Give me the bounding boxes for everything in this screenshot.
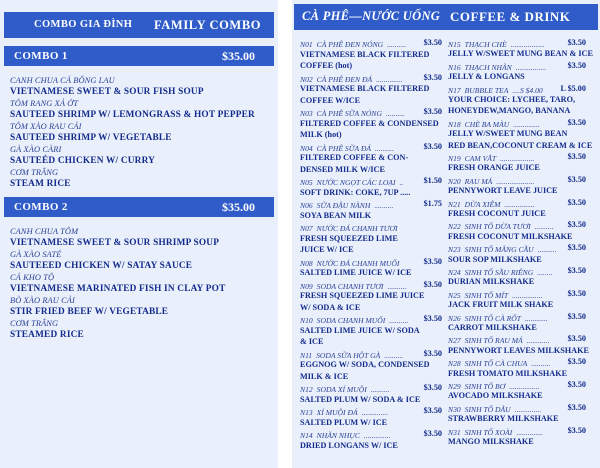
drink-item-price: $3.50 (567, 220, 586, 230)
drink-item-en: MANGO MILKSHAKE (448, 437, 534, 446)
drink-item-vi: SINH TỐ DÂU (464, 404, 511, 414)
drink-item-price: $1.50 (423, 176, 442, 185)
drink-item-row (448, 312, 586, 324)
drink-item-row (448, 357, 586, 369)
drink-item-vi: SINH TỐ MÃNG CẦU (464, 245, 534, 255)
drink-item-price: $3.50 (567, 117, 586, 127)
drink-item-price: $1.75 (423, 199, 442, 208)
drink-item-vi: SODA CHANH MUỐI (316, 316, 386, 325)
drink-item-vi: XÍ MUỘI ĐÁ (316, 408, 358, 417)
drink-item-leader: ................ (515, 62, 547, 72)
combo-price: $35.00 (222, 49, 255, 63)
drink-item-vi: NHÃN NHỤC (316, 431, 360, 440)
drink-item-en: SOYA BEAN MILK (300, 210, 372, 220)
drink-item-en: SALTED LIME JUICE W/ ICE (300, 268, 412, 277)
drink-item-row (448, 220, 586, 232)
drink-item-price: $3.50 (423, 429, 442, 438)
drink-item-price: $3.50 (423, 141, 442, 151)
combo-item-vi: TÔM RANG XẢ ỚT (10, 99, 79, 108)
coffee-drink-header (294, 4, 598, 30)
drink-item-vi: SINH TỐ SẦU RIÊNG (464, 268, 534, 277)
drink-item-en: JELLY & LONGANS (448, 72, 525, 82)
drink-item-row (300, 383, 442, 395)
combo-item-vi: BÒ XÀO RAU CẢI (10, 296, 75, 305)
drink-item-leader: .......... (387, 40, 407, 49)
drink-item-number: N26 (448, 313, 461, 323)
drink-item-leader: .......... (387, 281, 407, 291)
drink-item-en: DRIED LONGANS W/ ICE (300, 440, 398, 450)
combo-item-en: STEAMED RICE (10, 329, 84, 340)
drink-item-price: $3.50 (567, 288, 586, 298)
drink-item-number: N05 (300, 178, 313, 187)
drink-item-vi: SINH TỐ BƠ (464, 382, 506, 391)
drink-item-en: SALTED LIME JUICE W/ SODA (300, 325, 420, 335)
combo-item-vi: CANH CHUA CÁ BÔNG LAU (10, 76, 115, 85)
drink-item-en: SOFT DRINK: COKE, 7UP ..... (300, 187, 411, 197)
drink-item-number: N23 (448, 245, 461, 255)
drink-item-price: $3.50 (423, 72, 442, 82)
drink-item-leader: .................. (510, 40, 545, 49)
drink-item-number: N21 (448, 199, 461, 209)
drink-item-en: JUICE W/ ICE (300, 245, 354, 254)
drink-item-row (448, 198, 586, 210)
drink-item-row (300, 222, 442, 234)
drink-item-en: & ICE (300, 337, 324, 346)
drink-item-row (448, 334, 586, 346)
drink-item-price: $3.50 (567, 266, 586, 275)
drink-item-price: $3.50 (423, 383, 442, 392)
drink-item-vi: SODA SỮA HỘT GÀ (316, 350, 381, 360)
drink-item-en: DURIAN MILKSHAKE (448, 277, 535, 287)
drink-item-row (448, 118, 586, 130)
drink-item-en: YOUR CHOICE: LYCHEE, TARO, (448, 95, 575, 104)
coffee-drink-vi-title: CÀ PHÊ—NƯỚC UỐNG (302, 9, 441, 23)
drink-item-price: $3.50 (567, 357, 586, 367)
combo-header (4, 197, 274, 217)
drink-item-row (300, 314, 442, 326)
drink-item-en: W/ SODA & ICE (300, 302, 361, 312)
drink-item-en: FILTERED COFFEE & CON- (300, 153, 409, 162)
drink-item-price: $3.50 (423, 348, 442, 358)
drink-item-number: N29 (448, 382, 461, 391)
family-combo-en-title: FAMILY COMBO (154, 18, 262, 32)
drink-item-en: COFFEE (hot) (300, 61, 353, 70)
drink-item-en: HONEYDEW,MANGO, BANANA (448, 106, 571, 116)
drink-item-number: N09 (300, 281, 313, 291)
drink-item-en: VIETNAMESE BLACK FILTERED (300, 49, 430, 59)
drink-item-en: CARROT MILKSHAKE (448, 323, 537, 332)
drink-item-leader: .................... (496, 176, 535, 186)
drink-item-vi: SODA CHANH TƯƠI (316, 281, 384, 291)
drink-item-leader: .......... (534, 222, 554, 232)
drink-item-vi: CAM VẮT (464, 154, 497, 163)
coffee-drink-panel (292, 0, 600, 468)
drink-item-en: AVOCADO MILKSHAKE (448, 391, 543, 401)
drink-item-en: FRESH SQUEEZED LIME JUICE (300, 291, 425, 300)
drink-item-number: N11 (300, 350, 313, 360)
drink-item-vi: RAU MÁ (464, 176, 493, 186)
drink-item-price: $3.50 (567, 38, 586, 47)
drink-item-leader: ................ (504, 199, 535, 209)
drink-item-number: N15 (448, 40, 461, 49)
drink-item-row (300, 176, 442, 188)
drink-item-vi: NƯỚC ĐÁ CHANH TƯƠI (316, 224, 398, 233)
drink-item-vi: BUBBLE TEA (464, 85, 509, 95)
combo-item-en: SAUTEED SHRIMP W/ VEGETABLE (10, 132, 172, 143)
drink-item-row (300, 73, 442, 85)
combo-item-vi: CƠM TRẮNG (10, 319, 59, 328)
drink-item-en: RED BEAN,COCONUT CREAM & ICE (448, 140, 593, 150)
combo-item-vi: CANH CHUA TÔM (10, 227, 79, 236)
drink-item-price: $3.50 (423, 279, 442, 289)
drink-item-number: N12 (300, 385, 313, 394)
combo-item-vi: CƠM TRẮNG (10, 168, 59, 177)
drink-item-vi: DỪA XIÊM (464, 199, 501, 209)
drink-item-row (448, 243, 586, 255)
drink-item-leader: .............. (513, 119, 540, 129)
drink-item-leader: .............. (514, 404, 542, 414)
drink-item-vi: SINH TỐ RAU MÁ (464, 336, 523, 346)
drink-item-leader: .. (399, 178, 404, 187)
drink-item-number: N02 (300, 74, 313, 84)
drink-item-number: N22 (448, 222, 461, 232)
drink-item-vi: CÀ PHÊ SỮA ĐÁ (316, 143, 371, 153)
drink-item-en: JELLY W/SWEET MUNG BEAN (448, 129, 568, 139)
drink-item-row (300, 406, 442, 418)
drink-item-leader: ........ (537, 268, 553, 277)
drink-item-row (300, 280, 442, 292)
drink-item-row (448, 380, 586, 392)
drink-item-number: N07 (300, 224, 313, 233)
drink-item-vi: THẠCH NHÃN (464, 62, 512, 72)
drink-item-row (448, 152, 586, 164)
drink-item-vi: THẠCH CHÈ (464, 40, 507, 49)
drink-item-leader: .............. (376, 74, 403, 84)
drink-item-price: $3.50 (567, 425, 586, 435)
drink-item-leader: .............. (361, 408, 389, 417)
drink-item-number: N24 (448, 268, 461, 277)
combo-item-vi: CÁ KHO TỘ (10, 273, 55, 282)
drink-item-vi: CÀ PHÊ ĐEN ĐÁ (316, 74, 373, 84)
drink-item-en: MILK & ICE (300, 371, 349, 381)
drink-item-price: $3.50 (567, 402, 586, 412)
drink-item-vi: SINH TỐ CÀ RỐT (464, 313, 521, 323)
family-combo-header (4, 12, 274, 38)
drink-item-number: N25 (448, 290, 461, 300)
drink-item-price: $3.50 (423, 256, 442, 266)
combo-item-vi: TÔM XÀO RAU CẢI (10, 122, 82, 131)
drink-item-en: FILTERED COFFEE & CONDENSED (300, 118, 439, 128)
combo-item-en: SAUTEÉD CHICKEN W/ CURRY (10, 155, 156, 166)
family-combo-panel (0, 0, 278, 468)
drink-item-row (300, 257, 442, 269)
drink-item-leader: .......... (537, 245, 557, 255)
combo-header (4, 46, 274, 66)
drink-item-price: $3.50 (567, 152, 586, 161)
drink-item-price: $3.50 (423, 314, 442, 323)
drink-item-row (448, 38, 586, 50)
drink-item-en: SALTED PLUM W/ SODA & ICE (300, 394, 421, 404)
drink-item-price: $3.50 (423, 107, 442, 116)
drink-item-en: MILK (hot) (300, 130, 342, 139)
combo-item-en: SAUTEEED CHICKEN W/ SATAY SAUCE (10, 260, 193, 271)
drink-item-number: N13 (300, 408, 313, 417)
drink-item-row (300, 199, 442, 211)
drink-item-en: SOUR SOP MILKSHAKE (448, 254, 542, 264)
drink-item-leader: ................ (512, 290, 543, 300)
drink-item-vi: CÀ PHÊ ĐEN NÓNG (316, 40, 384, 49)
drink-item-leader: ............ (526, 336, 550, 346)
drink-item-en: EGGNOG W/ SODA, CONDENSED (300, 360, 430, 369)
drink-item-number: N20 (448, 176, 461, 186)
drink-item-en: DENSED MILK W/ICE (300, 164, 385, 174)
drink-item-vi: NƯỚC ĐÁ CHANH MUỐI (316, 258, 400, 268)
drink-item-leader: ....S $4.00 (512, 85, 543, 95)
drink-item-leader: .......... (370, 385, 390, 394)
drink-item-vi: CÀ PHÊ SỮA NÓNG (316, 109, 382, 118)
coffee-drink-en-title: COFFEE & DRINK (450, 9, 571, 24)
drink-item-en: PENNYWORT LEAVES MILKSHAKE (448, 345, 589, 355)
drink-item-price: $3.50 (567, 311, 586, 321)
drink-item-leader: .............. (516, 427, 543, 437)
drink-item-leader: .............. (363, 431, 391, 440)
drink-item-number: N08 (300, 258, 313, 268)
drink-item-row (448, 61, 586, 73)
drink-item-number: N17 (448, 85, 461, 95)
drink-item-en: PENNYWORT LEAVE JUICE (448, 186, 558, 196)
drink-item-vi: CHÈ BA MÀU (464, 119, 510, 129)
combo-item-en: STIR FRIED BEEF W/ VEGETABLE (10, 306, 169, 317)
drink-item-price: $3.50 (567, 380, 586, 389)
drink-item-leader: ................ (509, 382, 540, 391)
drink-item-en: VIETNAMESE BLACK FILTERED (300, 84, 430, 93)
drink-item-price: $3.50 (567, 243, 586, 253)
drink-item-number: N06 (300, 201, 313, 210)
drink-item-leader: .......... (374, 201, 394, 210)
drink-item-number: N01 (300, 40, 313, 49)
drink-item-price: $3.50 (567, 334, 586, 344)
combo-name: COMBO 1 (14, 50, 68, 62)
drink-item-en: FRESH COCONUT JUICE (448, 209, 546, 218)
drink-item-leader: .......... (531, 359, 551, 369)
drink-item-number: N27 (448, 336, 461, 346)
drink-item-vi: SINH TỐ DỪA TƯƠI (464, 222, 531, 232)
combo-item-en: STEAM RICE (10, 178, 71, 189)
drink-item-number: N18 (448, 119, 461, 129)
drink-item-number: N19 (448, 154, 461, 163)
drink-item-en: FRESH TOMATO MILKSHAKE (448, 368, 568, 378)
drink-item-vi: SINH TỐ XOÀI (464, 427, 513, 437)
drink-item-price: L $5.00 (560, 83, 586, 93)
drink-item-en: FRESH COCONUT MILKSHAKE (448, 231, 573, 241)
drink-item-leader: ............ (525, 313, 548, 323)
drink-item-vi: NƯỚC NGỌT CÁC LOẠI (316, 178, 396, 187)
drink-item-row (448, 289, 586, 301)
drink-item-vi: SINH TỐ CÀ CHUA (464, 359, 528, 369)
drink-item-en: STRAWBERRY MILKSHAKE (448, 414, 559, 424)
combo-item-vi: GÀ XÀO SATÉ (10, 250, 62, 259)
drink-item-number: N28 (448, 359, 461, 369)
drink-item-en: JACK FRUIT MILK SHAKE (448, 300, 554, 310)
drink-item-price: $3.50 (567, 60, 586, 70)
drink-item-vi: SODA XÍ MUỘI (316, 385, 367, 394)
drink-item-vi: SINH TỐ MÍT (464, 290, 509, 300)
drink-item-price: $3.50 (567, 197, 586, 207)
drink-item-en: COFFEE W/ICE (300, 95, 361, 105)
drink-item-number: N04 (300, 143, 313, 153)
drink-item-row (300, 429, 442, 441)
combo-name: COMBO 2 (14, 201, 68, 213)
combo-item-en: VIETNAMESE MARINATED FISH IN CLAY POT (10, 283, 226, 294)
drink-item-en: FRESH ORANGE JUICE (448, 163, 540, 173)
drink-item-leader: .................. (500, 154, 535, 163)
drink-item-number: N14 (300, 431, 313, 440)
drink-item-price: $3.50 (423, 406, 442, 415)
drink-item-leader: .......... (374, 143, 394, 153)
drink-item-row (300, 107, 442, 119)
drink-item-number: N10 (300, 316, 313, 325)
drink-item-leader: .......... (384, 350, 404, 360)
combo-item-en: VIETNAMESE SWEET & SOUR FISH SOUP (10, 86, 204, 97)
combo-item-vi: GÀ XÀO CÀRI (10, 145, 62, 154)
drink-item-en: JELLY W/SWEET MUNG BEAN & ICE (448, 49, 593, 59)
drink-item-row (448, 266, 586, 278)
drink-item-en: FRESH SQUEEZED LIME (300, 233, 398, 243)
family-combo-vi-title: COMBO GIA ĐÌNH (34, 19, 133, 30)
drink-item-price: $3.50 (423, 38, 442, 47)
drink-item-number: N03 (300, 109, 313, 118)
drink-item-row (300, 142, 442, 154)
combo-price: $35.00 (222, 200, 255, 214)
drink-item-row (448, 403, 586, 415)
drink-item-leader: .......... (385, 109, 405, 118)
combo-item-en: VIETNAMESE SWEET & SOUR SHRIMP SOUP (10, 237, 220, 248)
drink-item-number: N30 (448, 404, 461, 414)
drink-item-vi: SỮA ĐẬU NÀNH (316, 201, 371, 210)
drink-item-row (300, 38, 442, 50)
drink-item-leader: .......... (389, 316, 409, 325)
drink-item-en: SALTED PLUM W/ ICE (300, 417, 388, 427)
drink-item-number: N31 (448, 427, 461, 437)
drink-item-number: N16 (448, 62, 461, 72)
drink-item-price: $3.50 (567, 174, 586, 184)
drink-item-row (300, 349, 442, 361)
combo-item-en: SAUTEED SHRIMP W/ LEMONGRASS & HOT PEPPER (10, 109, 255, 120)
drink-item-row (448, 84, 586, 96)
drink-item-row (448, 175, 586, 187)
drink-item-row (448, 426, 586, 438)
